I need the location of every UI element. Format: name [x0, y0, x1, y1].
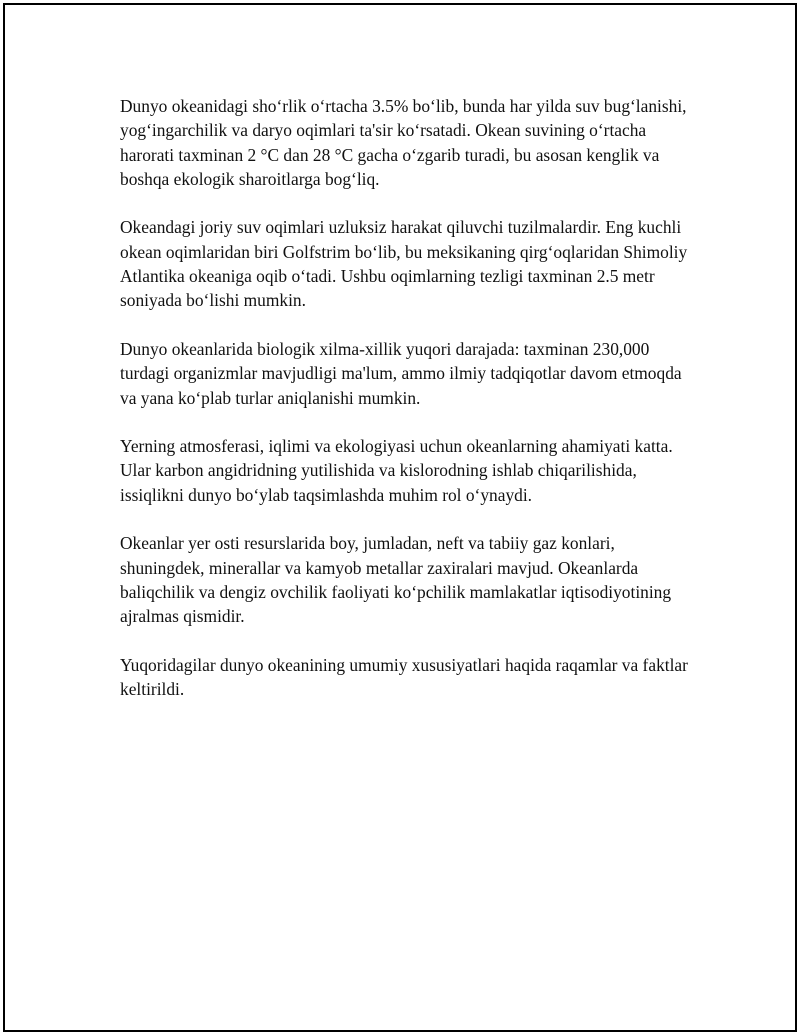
paragraph-biodiversity: Dunyo okeanlarida biologik xilma-xillik yuqori darajada: taxminan 230,000 turdagi organizmlar mavjudligi ma'lum, ammo ilmiy tadqiqotlar davom etmoqda va yana ko‘plab turlar aniqlanishi mumkin. [120, 338, 682, 408]
paragraph-salinity-temperature: Dunyo okeanidagi sho‘rlik o‘rtacha 3.5% bo‘lib, bunda har yilda suv bug‘lanishi, yog‘ingarchilik va daryo oqimlari ta'sir ko‘rsatadi. Okean suvining o‘rtacha harorati taxminan 2 °C dan 28 °C gacha o‘zgarib turadi, bu asosan kenglik va boshqa ekologik sharoitlarga bog‘liq. [120, 96, 687, 189]
paragraph-resources: Okeanlar yer osti resurslarida boy, jumladan, neft va tabiiy gaz konlari, shuningdek, minerallar va kamyob metallar zaxiralari mavjud. Okeanlarda baliqchilik va dengiz ovchilik faoliyati ko‘pchilik mamlakatlar iqtisodiyotining ajralmas qismidir. [120, 533, 672, 627]
paragraph-ocean-currents: Okeandagi joriy suv oqimlari uzluksiz harakat qiluvchi tuzilmalardir. Eng kuchli okean oqimlaridan biri Golfstrim bo‘lib, bu meksikaning qirg‘oqlaridan Shimoliy Atlantika okeaniga oqib o‘tadi. Ushbu oqimlarning tezligi taxminan 2.5 metr soniyada bo‘lishi mumkin. [120, 217, 688, 311]
paragraph-conclusion: Yuqoridagilar dunyo okeanining umumiy xususiyatlari haqida raqamlar va faktlar keltirildi. [120, 654, 688, 700]
document-body [120, 94, 692, 726]
paragraph-climate-importance: Yerning atmosferasi, iqlimi va ekologiyasi uchun okeanlarning ahamiyati katta. Ular karbon angidridning yutilishida va kislorodning ishlab chiqarilishida, issiqlikni dunyo bo‘ylab taqsimlashda muhim rol o‘ynaydi. [120, 436, 673, 505]
document-page [3, 3, 797, 1032]
